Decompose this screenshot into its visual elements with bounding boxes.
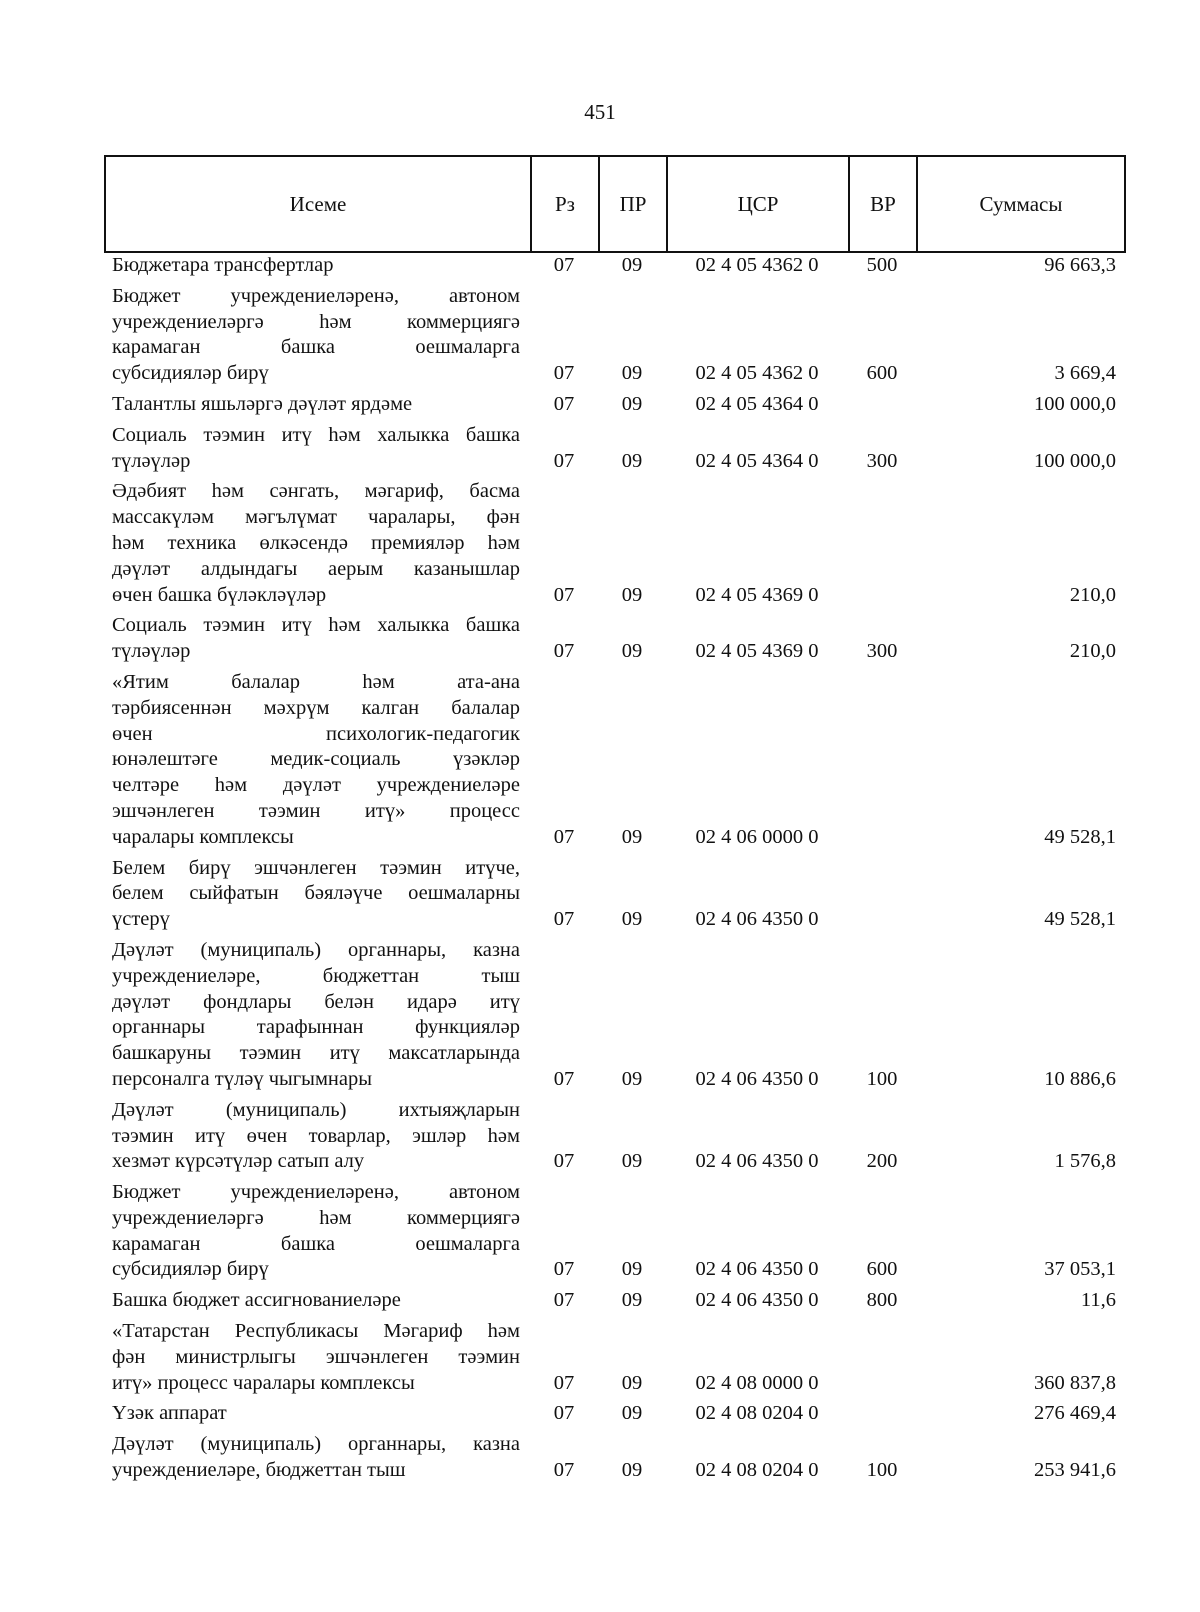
table-row	[104, 1432, 1124, 1489]
row-sum: 11,6	[1080, 1289, 1116, 1312]
table-row	[104, 284, 1124, 392]
row-name-line: учреждениеләргә һәм коммерциягә	[112, 310, 520, 333]
row-name-line: итү» процесс чаралары комплексы	[112, 1371, 415, 1394]
row-name-line: субсидияләр бирү	[112, 362, 269, 385]
row-name-line: дәүләт фондлары белән идарә итү	[112, 990, 520, 1013]
table-row	[104, 423, 1124, 480]
row-rz: 07	[553, 1402, 575, 1425]
row-name	[104, 1401, 530, 1432]
row-name-line: «Ятим балалар һәм ата-ана	[112, 670, 520, 693]
row-vr: 200	[866, 1150, 898, 1173]
row-sum: 210,0	[1069, 640, 1116, 663]
row-vr	[848, 1401, 916, 1432]
row-name-line: өчен башка бүләкләүләр	[112, 583, 327, 606]
row-name-line: түләүләр	[112, 449, 191, 472]
row-name-line: органнары тарафыннан функцияләр	[112, 1016, 520, 1039]
row-name-line: субсидияләр бирү	[112, 1258, 269, 1281]
header-sum: Суммасы	[917, 156, 1125, 252]
row-rz: 07	[553, 1258, 575, 1281]
table-row	[104, 1098, 1124, 1180]
row-name-line: карамаган башка оешмаларга	[112, 336, 520, 359]
row-name	[104, 1432, 530, 1489]
row-name	[104, 1098, 530, 1180]
row-rz: 07	[553, 825, 575, 848]
row-csr: 02 4 06 4350 0	[695, 1150, 819, 1173]
row-sum: 96 663,3	[1044, 254, 1116, 276]
row-csr: 02 4 05 4369 0	[695, 583, 819, 606]
row-name-line: дәүләт алдындагы аерым казанышлар	[112, 557, 520, 580]
row-vr	[848, 1319, 916, 1401]
row-vr: 800	[866, 1289, 898, 1312]
row-name-line: фән министрлыгы эшчәнлеген тәэмин	[112, 1345, 520, 1368]
table-header	[104, 155, 1126, 253]
table-row	[104, 1180, 1124, 1288]
row-pr: 09	[621, 1459, 643, 1482]
row-sum: 10 886,6	[1044, 1067, 1116, 1090]
row-name	[104, 856, 530, 938]
table-row	[104, 253, 1124, 284]
row-pr: 09	[621, 1067, 643, 1090]
row-pr: 09	[621, 825, 643, 848]
row-csr: 02 4 06 4350 0	[695, 1067, 819, 1090]
row-name-line: чаралары комплексы	[112, 825, 294, 848]
row-vr: 600	[866, 362, 898, 385]
row-rz: 07	[553, 583, 575, 606]
row-pr: 09	[621, 392, 643, 415]
row-name-line: түләүләр	[112, 640, 191, 663]
row-name-line: Үзәк аппарат	[112, 1402, 227, 1425]
header-rz: Рз	[531, 156, 599, 252]
row-csr: 02 4 06 4350 0	[695, 908, 819, 931]
row-name-line: Әдәбият һәм сәнгать, мәгариф, басма	[112, 480, 520, 503]
row-vr	[848, 670, 916, 856]
row-rz: 07	[553, 1371, 575, 1394]
header-name: Исеме	[105, 156, 531, 252]
row-sum: 3 669,4	[1054, 362, 1116, 385]
row-name	[104, 1319, 530, 1401]
table-row	[104, 613, 1124, 670]
row-pr: 09	[621, 908, 643, 931]
row-name-line: массакүләм мәгълүмат чаралары, фән	[112, 506, 520, 529]
row-pr: 09	[621, 449, 643, 472]
row-name-line: тәэмин итү өчен товарлар, эшләр һәм	[112, 1124, 520, 1147]
table-row	[104, 670, 1124, 856]
budget-table	[104, 253, 1124, 1489]
row-csr: 02 4 08 0000 0	[695, 1371, 819, 1394]
row-pr: 09	[621, 583, 643, 606]
row-name	[104, 423, 530, 480]
row-sum: 100 000,0	[1034, 449, 1116, 472]
row-csr: 02 4 05 4364 0	[695, 449, 819, 472]
row-pr: 09	[621, 254, 643, 276]
row-name-line: хезмәт күрсәтүләр сатып алу	[112, 1150, 365, 1173]
row-rz: 07	[553, 1459, 575, 1482]
row-rz: 07	[553, 908, 575, 931]
row-name	[104, 670, 530, 856]
row-sum: 360 837,8	[1034, 1371, 1116, 1394]
row-name-line: персоналга түләү чыгымнары	[112, 1067, 373, 1090]
row-vr: 300	[866, 640, 898, 663]
row-vr: 600	[866, 1258, 898, 1281]
row-rz: 07	[553, 254, 575, 276]
row-name-line: Социаль тәэмин итү һәм халыкка башка	[112, 614, 520, 637]
table-row	[104, 1319, 1124, 1401]
row-pr: 09	[621, 640, 643, 663]
row-name	[104, 938, 530, 1098]
row-sum: 49 528,1	[1044, 825, 1116, 848]
row-name	[104, 1180, 530, 1288]
row-pr: 09	[621, 1371, 643, 1394]
row-name-line: Бюджет учреждениеләренә, автоном	[112, 284, 520, 307]
row-name	[104, 253, 530, 284]
row-pr: 09	[621, 1150, 643, 1173]
table-row	[104, 1288, 1124, 1319]
row-sum: 253 941,6	[1034, 1459, 1116, 1482]
row-rz: 07	[553, 1289, 575, 1312]
row-name-line: Талантлы яшьләргә дәүләт ярдәме	[112, 392, 413, 415]
row-name-line: үстерү	[112, 908, 170, 931]
row-sum: 210,0	[1069, 583, 1116, 606]
row-name-line: Дәүләт (муниципаль) ихтыяҗларын	[112, 1098, 520, 1121]
row-name-line: өчен психологик-педагогик	[112, 722, 520, 745]
row-name-line: белем сыйфатын бәяләүче оешмаларны	[112, 882, 520, 905]
row-csr: 02 4 05 4362 0	[695, 254, 819, 276]
row-name-line: «Татарстан Республикасы Мәгариф һәм	[112, 1320, 520, 1343]
row-name	[104, 479, 530, 613]
row-csr: 02 4 08 0204 0	[695, 1459, 819, 1482]
row-rz: 07	[553, 1067, 575, 1090]
row-name-line: учреждениеләре, бюджеттан тыш	[112, 964, 520, 987]
row-csr: 02 4 08 0204 0	[695, 1402, 819, 1425]
row-vr: 100	[866, 1459, 898, 1482]
row-pr: 09	[621, 1289, 643, 1312]
row-name-line: Бюджетара трансфертлар	[112, 254, 334, 276]
row-name-line: карамаган башка оешмаларга	[112, 1232, 520, 1255]
row-pr: 09	[621, 362, 643, 385]
row-vr	[848, 392, 916, 423]
header-pr: ПР	[599, 156, 667, 252]
row-csr: 02 4 05 4364 0	[695, 392, 819, 415]
row-sum: 100 000,0	[1034, 392, 1116, 415]
row-name-line: челтәре һәм дәүләт учреждениеләре	[112, 774, 520, 797]
row-name	[104, 613, 530, 670]
row-name	[104, 284, 530, 392]
row-pr: 09	[621, 1402, 643, 1425]
table-row	[104, 856, 1124, 938]
row-rz: 07	[553, 640, 575, 663]
row-sum: 1 576,8	[1054, 1150, 1116, 1173]
row-rz: 07	[553, 362, 575, 385]
row-name-line: юнәлештәге медик-социаль үзәкләр	[112, 748, 520, 771]
row-csr: 02 4 05 4362 0	[695, 362, 819, 385]
header-vr: ВР	[849, 156, 917, 252]
row-name	[104, 392, 530, 423]
row-vr	[848, 856, 916, 938]
table-row	[104, 392, 1124, 423]
row-vr: 300	[866, 449, 898, 472]
row-csr: 02 4 06 4350 0	[695, 1258, 819, 1281]
row-name-line: учреждениеләре, бюджеттан тыш	[112, 1459, 406, 1482]
row-rz: 07	[553, 1150, 575, 1173]
row-name	[104, 1288, 530, 1319]
row-name-line: учреждениеләргә һәм коммерциягә	[112, 1206, 520, 1229]
row-name-line: эшчәнлеген тәэмин итү» процесс	[112, 799, 520, 822]
table-row	[104, 938, 1124, 1098]
row-sum: 276 469,4	[1034, 1402, 1116, 1425]
page-number: 451	[584, 100, 616, 124]
row-csr: 02 4 06 0000 0	[695, 825, 819, 848]
row-csr: 02 4 05 4369 0	[695, 640, 819, 663]
table-row	[104, 479, 1124, 613]
row-name-line: Бюджет учреждениеләренә, автоном	[112, 1181, 520, 1204]
row-vr: 500	[866, 254, 898, 276]
table-row	[104, 1401, 1124, 1432]
row-name-line: Социаль тәэмин итү һәм халыкка башка	[112, 423, 520, 446]
table-body	[104, 253, 1124, 1489]
row-sum: 49 528,1	[1044, 908, 1116, 931]
row-vr: 100	[866, 1067, 898, 1090]
row-rz: 07	[553, 449, 575, 472]
header-csr: ЦСР	[667, 156, 849, 252]
row-name-line: башкаруны тәэмин итү максатларында	[112, 1042, 520, 1065]
row-name-line: Дәүләт (муниципаль) органнары, казна	[112, 1433, 520, 1456]
row-name-line: тәрбиясеннән мәхрүм калган балалар	[112, 696, 520, 719]
row-name-line: һәм техника өлкәсендә премияләр һәм	[112, 531, 520, 554]
row-sum: 37 053,1	[1044, 1258, 1116, 1281]
row-name-line: Белем бирү эшчәнлеген тәэмин итүче,	[112, 856, 520, 879]
row-rz: 07	[553, 392, 575, 415]
row-vr	[848, 479, 916, 613]
row-pr: 09	[621, 1258, 643, 1281]
row-name-line: Дәүләт (муниципаль) органнары, казна	[112, 938, 520, 961]
row-name-line: Башка бюджет ассигнованиеләре	[112, 1289, 401, 1312]
row-csr: 02 4 06 4350 0	[695, 1289, 819, 1312]
